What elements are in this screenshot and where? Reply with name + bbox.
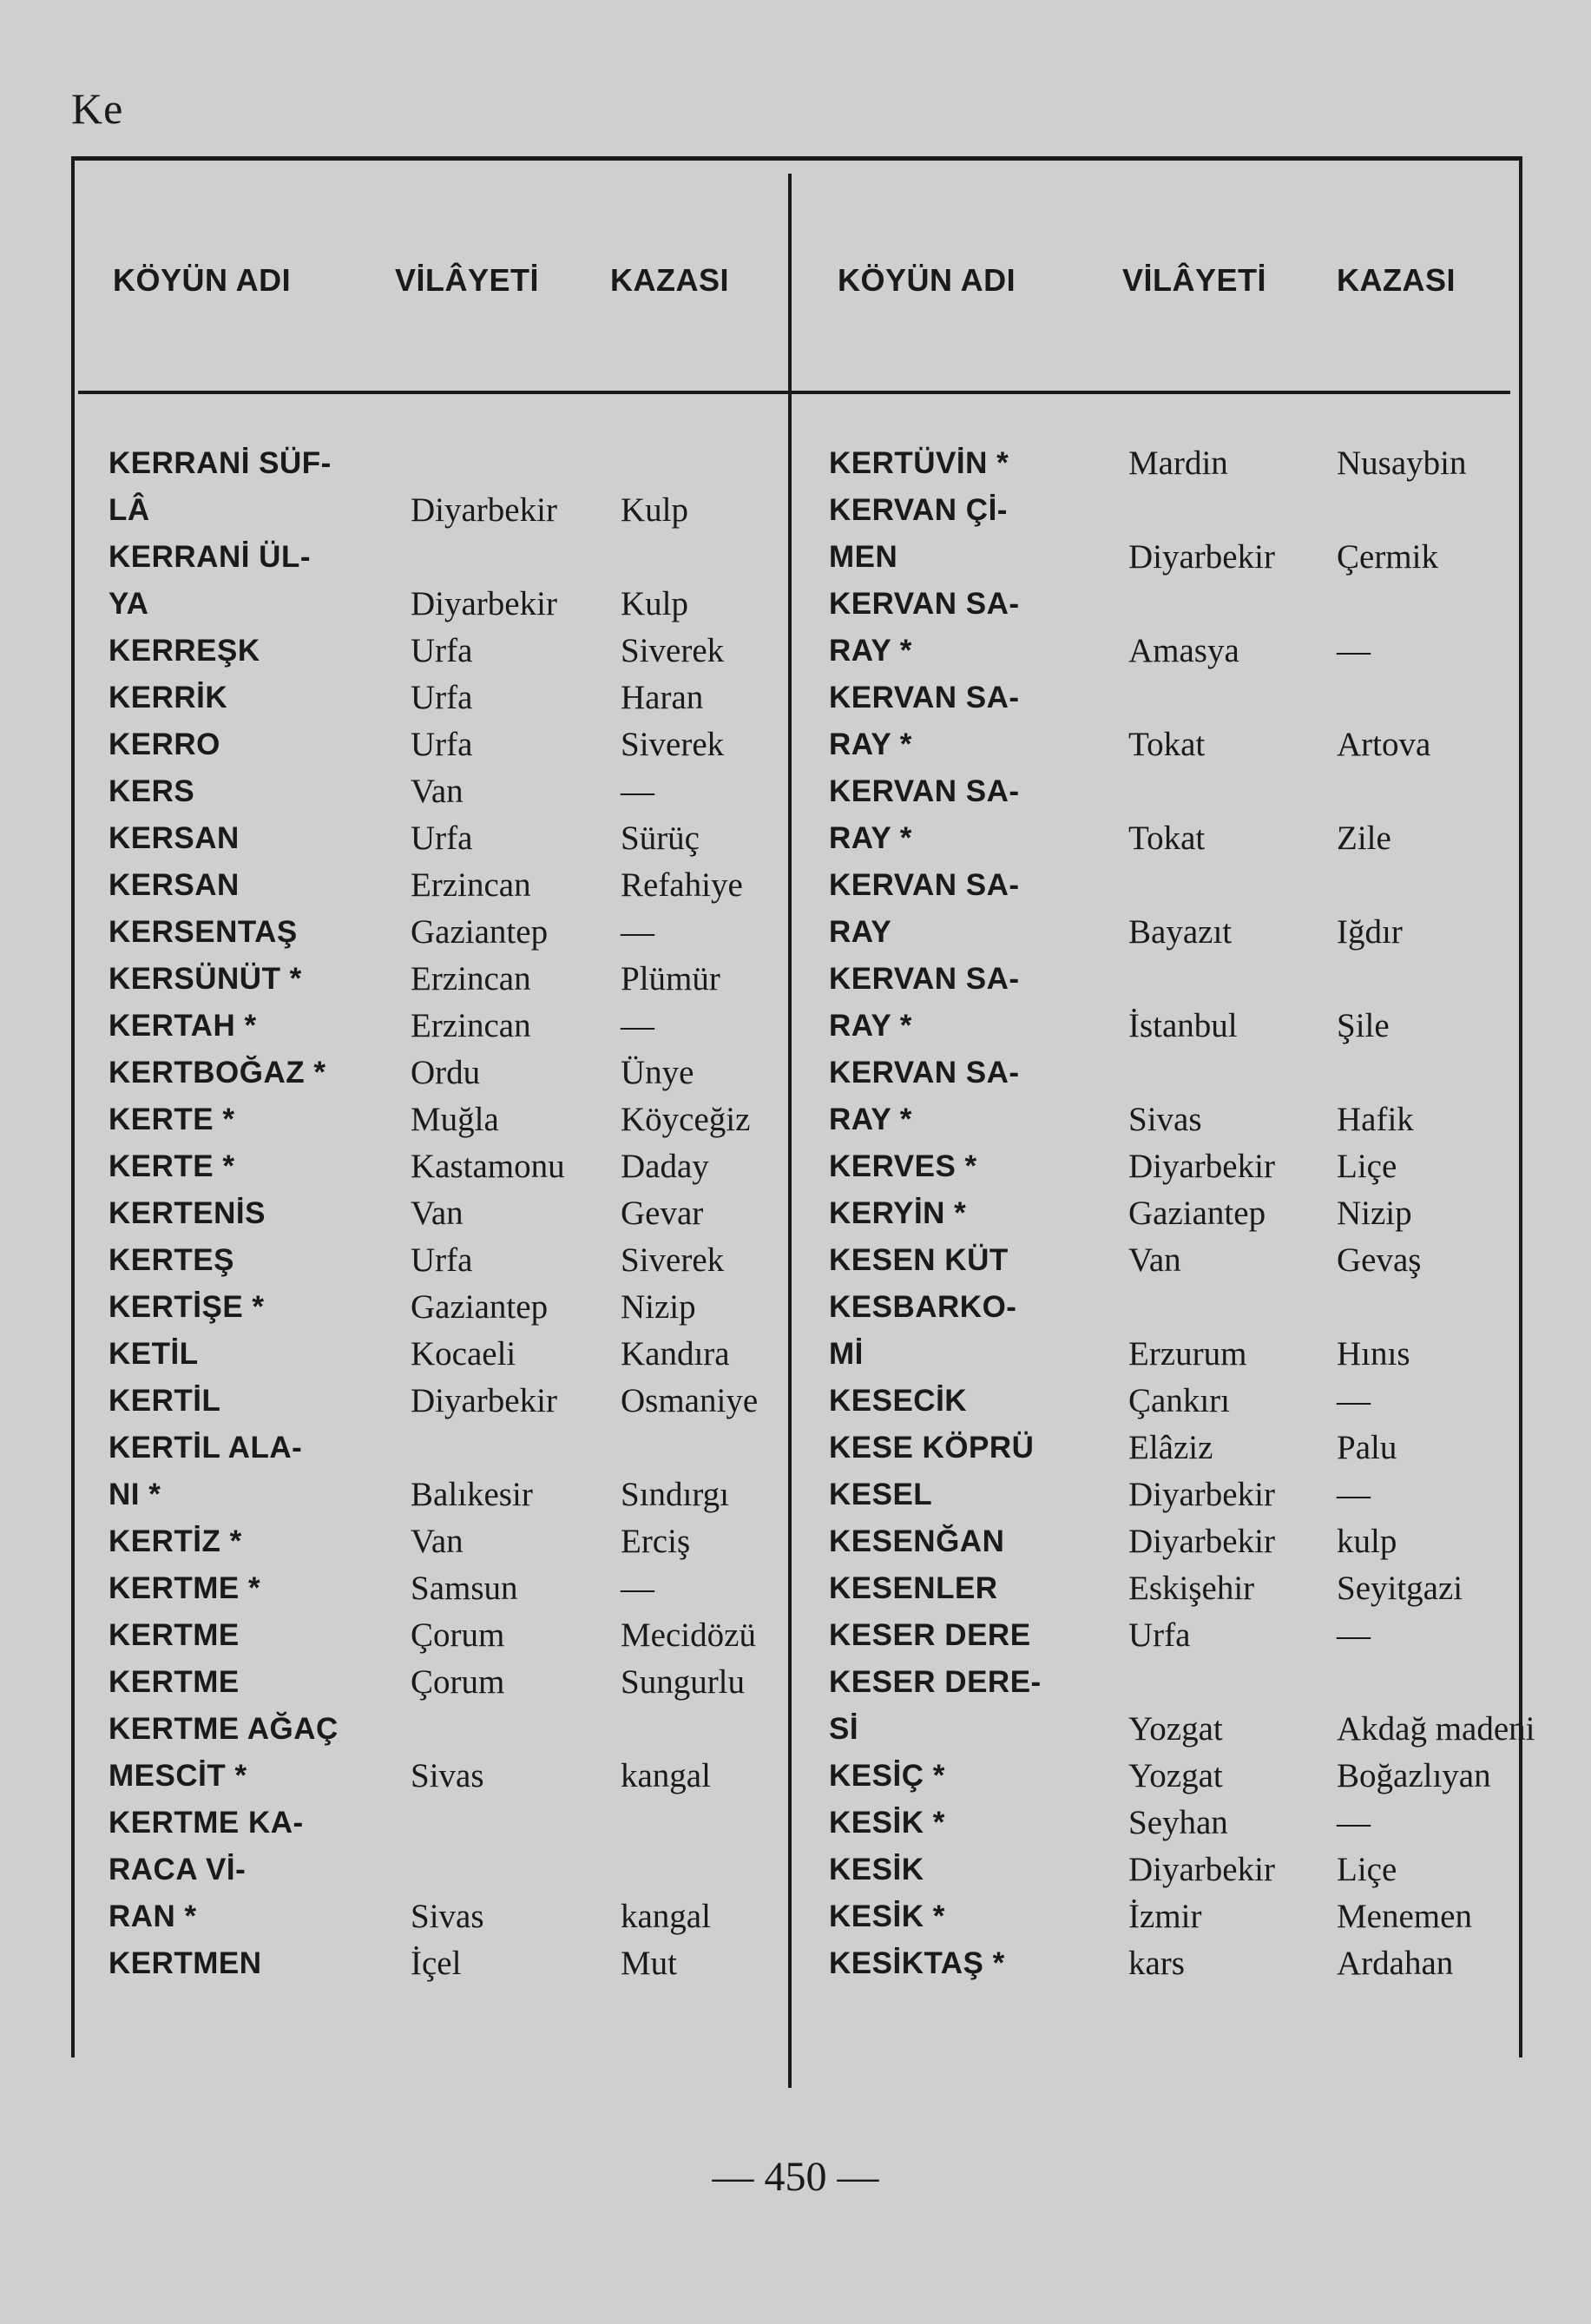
kaza-cell: Liçe (1337, 1148, 1397, 1185)
kaza-cell: Seyitgazi (1337, 1570, 1463, 1607)
page-heading: Ke (71, 84, 124, 133)
kaza-cell: Siverek (621, 632, 725, 669)
village-name (829, 1237, 1128, 1284)
left-column (108, 440, 829, 1987)
village-name (829, 1050, 1128, 1143)
village-entry (829, 956, 1515, 1050)
kaza-cell: Nizip (1337, 1195, 1412, 1232)
village-name (829, 1565, 1128, 1612)
header-kaza-left: KAZASI (610, 262, 729, 298)
village-name-line: KERVAN SA- (829, 587, 1020, 621)
kaza-cell: — (1337, 632, 1371, 669)
kaza-cell: Şile (1337, 1007, 1390, 1044)
kaza-cell: — (1337, 1476, 1371, 1513)
village-name-line: KESİK (829, 1853, 924, 1886)
village-name (829, 1471, 1128, 1518)
village-name (108, 1284, 411, 1331)
village-entry (829, 768, 1515, 862)
vilayet-cell: Amasya (1128, 632, 1239, 669)
village-name-line: KERTENİS (108, 1196, 266, 1230)
village-name-line: KERRO (108, 727, 220, 761)
village-entry (108, 956, 829, 1003)
vilayet-cell: Diyarbekir (411, 585, 557, 622)
village-name (829, 1518, 1128, 1565)
vilayet-cell: Diyarbekir (1128, 1148, 1275, 1185)
kaza-cell: Sürüç (621, 820, 700, 857)
vilayet-cell: Samsun (411, 1570, 518, 1607)
village-name-line: KERRANİ SÜF- (108, 446, 332, 480)
header-rule (78, 391, 1510, 394)
village-entry (829, 487, 1515, 581)
vilayet-cell: Sivas (411, 1898, 484, 1935)
village-name-line: MEN (829, 540, 898, 574)
village-name (108, 815, 411, 862)
village-entry (108, 1237, 829, 1284)
vilayet-cell: Erzincan (411, 1007, 531, 1044)
village-name-line: KERSAN (108, 821, 240, 855)
village-entry (108, 1378, 829, 1425)
village-name-line: RAY (829, 915, 892, 949)
village-name-line: KESENLER (829, 1571, 998, 1605)
header-vilayet-left: VİLÂYETİ (395, 262, 540, 298)
village-name-line: KERTÜVİN * (829, 446, 1009, 480)
vilayet-cell: Diyarbekir (1128, 1476, 1275, 1513)
village-name-line: KERSÜNÜT * (108, 962, 302, 996)
village-name-line: KESİÇ * (829, 1759, 945, 1793)
village-name (108, 1143, 411, 1190)
kaza-cell: Nusaybin (1337, 444, 1467, 482)
village-name-line: KESENĞAN (829, 1524, 1005, 1558)
village-name-line: KERTME KA- (108, 1806, 304, 1840)
village-entry (829, 1612, 1515, 1659)
village-name (108, 534, 411, 628)
village-name (829, 581, 1128, 675)
village-entry (829, 1847, 1515, 1893)
village-name (108, 1565, 411, 1612)
vilayet-cell: Gaziantep (1128, 1195, 1266, 1232)
village-name-line: KERVES * (829, 1149, 977, 1183)
village-name (829, 1940, 1128, 1987)
vilayet-cell: Eskişehir (1128, 1570, 1255, 1607)
village-name-line: KERYİN * (829, 1196, 967, 1230)
village-name-line: NI * (108, 1478, 161, 1511)
village-name (829, 1190, 1128, 1237)
village-name (829, 675, 1128, 768)
village-name-line: KESİK * (829, 1806, 945, 1840)
village-name-line: RACA Vİ- (108, 1853, 247, 1886)
kaza-cell: Kulp (621, 585, 688, 622)
village-name-line: KERTİL ALA- (108, 1431, 303, 1465)
village-entry (108, 862, 829, 909)
vilayet-cell: Kocaeli (411, 1335, 516, 1373)
kaza-cell: Menemen (1337, 1898, 1472, 1935)
village-name-line: RAY * (829, 727, 912, 761)
village-name-line: KERTİZ * (108, 1524, 242, 1558)
village-name (108, 1096, 411, 1143)
kaza-cell: — (621, 913, 654, 951)
kaza-cell: Gevaş (1337, 1241, 1422, 1279)
village-name (108, 1612, 411, 1659)
village-entry (829, 862, 1515, 956)
vilayet-cell: Sivas (1128, 1101, 1202, 1138)
vilayet-cell: Van (411, 1523, 463, 1560)
kaza-cell: Kulp (621, 491, 688, 529)
header-koy-right: KÖYÜN ADI (838, 262, 1016, 298)
village-name (108, 1050, 411, 1096)
village-name (108, 1237, 411, 1284)
village-entry (829, 1800, 1515, 1847)
village-name (108, 440, 411, 534)
village-name-line: RAN * (108, 1899, 197, 1933)
village-name (108, 1190, 411, 1237)
village-name (829, 1143, 1128, 1190)
village-entry (829, 1893, 1515, 1940)
village-name-line: KESBARKO- (829, 1290, 1017, 1324)
village-name-line: Mİ (829, 1337, 864, 1371)
village-entry (108, 1331, 829, 1378)
village-entry (829, 1659, 1535, 1753)
vilayet-cell: Balıkesir (411, 1476, 533, 1513)
kaza-cell: Hınıs (1337, 1335, 1410, 1373)
vilayet-cell: Erzincan (411, 866, 531, 904)
right-column (829, 440, 1535, 1987)
village-name-line: KERTAH * (108, 1009, 257, 1043)
kaza-cell: Akdağ madeni (1337, 1710, 1535, 1748)
village-entry (108, 1612, 829, 1659)
vilayet-cell: Diyarbekir (1128, 1851, 1275, 1888)
village-name (829, 956, 1128, 1050)
village-name (829, 1847, 1128, 1893)
village-entry (108, 1706, 829, 1800)
village-name-line: KESE KÖPRÜ (829, 1431, 1035, 1465)
kaza-cell: — (1337, 1616, 1371, 1654)
kaza-cell: Sındırgı (621, 1476, 729, 1513)
vilayet-cell: Bayazıt (1128, 913, 1233, 951)
kaza-cell: — (1337, 1382, 1371, 1419)
village-entry (108, 1425, 829, 1518)
kaza-cell: Ünye (621, 1054, 694, 1091)
village-entry (829, 1940, 1515, 1987)
village-name-line: KERTİL (108, 1384, 221, 1418)
village-entry (829, 1565, 1515, 1612)
village-name-line: MESCİT * (108, 1759, 247, 1793)
village-entry (829, 1378, 1515, 1425)
vilayet-cell: Yozgat (1128, 1710, 1223, 1748)
village-name-line: KERVAN SA- (829, 962, 1020, 996)
village-name (108, 1331, 411, 1378)
village-entry (108, 440, 829, 534)
vilayet-cell: Diyarbekir (1128, 538, 1275, 576)
vilayet-cell: Van (411, 1195, 463, 1232)
village-entry (829, 675, 1515, 768)
kaza-cell: Zile (1337, 820, 1391, 857)
village-name-line: KERRİK (108, 681, 228, 714)
village-name-line: RAY * (829, 1103, 912, 1136)
vilayet-cell: Tokat (1128, 820, 1206, 857)
vilayet-cell: Urfa (411, 1241, 473, 1279)
village-name-line: KESİKTAŞ * (829, 1946, 1005, 1980)
vilayet-cell: İçel (411, 1945, 462, 1982)
page-number: — 450 — (712, 2154, 879, 2200)
village-entry (829, 1237, 1515, 1284)
header-vilayet-right: VİLÂYETİ (1122, 262, 1267, 298)
kaza-cell: Siverek (621, 1241, 725, 1279)
village-entry (108, 1565, 829, 1612)
village-entry (108, 1518, 829, 1565)
village-name (108, 956, 411, 1003)
village-entry (108, 1190, 829, 1237)
vilayet-cell: İzmir (1128, 1898, 1202, 1935)
vilayet-cell: Seyhan (1128, 1804, 1228, 1841)
village-entry (108, 909, 829, 956)
village-entry (829, 1471, 1515, 1518)
village-entry (108, 1050, 829, 1096)
village-entry (108, 1143, 829, 1190)
vilayet-cell: Sivas (411, 1757, 484, 1794)
vilayet-cell: Erzincan (411, 960, 531, 997)
village-name-line: KERS (108, 774, 195, 808)
village-entry (829, 1284, 1515, 1378)
village-entry (108, 1003, 829, 1050)
village-entry (108, 675, 829, 721)
vilayet-cell: İstanbul (1128, 1007, 1238, 1044)
village-name (108, 1003, 411, 1050)
village-name-line: KESEL (829, 1478, 933, 1511)
kaza-cell: Haran (621, 679, 704, 716)
header-kaza-right: KAZASI (1337, 262, 1456, 298)
village-name-line: KERTBOĞAZ * (108, 1056, 326, 1090)
village-entry (829, 1050, 1515, 1143)
kaza-cell: Kandıra (621, 1335, 730, 1373)
vilayet-cell: Urfa (411, 632, 473, 669)
village-name-line: KERVAN SA- (829, 868, 1020, 902)
kaza-cell: Mut (621, 1945, 678, 1982)
village-name (829, 1800, 1128, 1847)
village-name-line: KESER DERE (829, 1618, 1031, 1652)
village-entry (829, 1143, 1515, 1190)
kaza-cell: Iğdır (1337, 913, 1403, 951)
vilayet-cell: Tokat (1128, 726, 1206, 763)
vilayet-cell: Gaziantep (411, 913, 549, 951)
vilayet-cell: kars (1128, 1945, 1185, 1982)
kaza-cell: Ardahan (1337, 1945, 1454, 1982)
village-entry (108, 628, 829, 675)
village-name-line: KESECİK (829, 1384, 968, 1418)
kaza-cell: Çermik (1337, 538, 1438, 576)
village-name-line: KERREŞK (108, 634, 260, 668)
village-name (108, 862, 411, 909)
kaza-cell: — (621, 1570, 654, 1607)
vilayet-cell: Urfa (1128, 1616, 1191, 1654)
vilayet-cell: Gaziantep (411, 1288, 549, 1326)
village-name-line: KERTME * (108, 1571, 261, 1605)
kaza-cell: kangal (621, 1757, 711, 1794)
kaza-cell: Daday (621, 1148, 709, 1185)
kaza-cell: Palu (1337, 1429, 1397, 1466)
village-entry (108, 1940, 829, 1987)
village-name-line: RAY * (829, 634, 912, 668)
village-name-line: KESİK * (829, 1899, 945, 1933)
vilayet-cell: Ordu (411, 1054, 481, 1091)
village-name-line: KERTME AĞAÇ (108, 1712, 339, 1746)
kaza-cell: Sungurlu (621, 1663, 746, 1701)
village-name-line: KERTMEN (108, 1946, 262, 1980)
village-name (829, 1425, 1128, 1471)
village-name (108, 1659, 411, 1706)
kaza-cell: — (621, 773, 654, 810)
village-name (108, 1940, 411, 1987)
vilayet-cell: Çorum (411, 1616, 505, 1654)
vilayet-cell: Çankırı (1128, 1382, 1230, 1419)
village-entry (108, 1800, 829, 1940)
village-name (829, 1893, 1128, 1940)
village-name-line: KERTE * (108, 1103, 235, 1136)
kaza-cell: Mecidözü (621, 1616, 756, 1654)
kaza-cell: Liçe (1337, 1851, 1397, 1888)
kaza-cell: Artova (1337, 726, 1431, 763)
village-name-line: KERTE * (108, 1149, 235, 1183)
village-name-line: RAY * (829, 1009, 912, 1043)
village-entry (108, 1096, 829, 1143)
village-name (829, 1378, 1128, 1425)
vilayet-cell: Diyarbekir (411, 491, 557, 529)
village-name (108, 1378, 411, 1425)
kaza-cell: Osmaniye (621, 1382, 759, 1419)
village-entry (108, 534, 829, 628)
vilayet-cell: Mardin (1128, 444, 1228, 482)
vilayet-cell: Diyarbekir (1128, 1523, 1275, 1560)
village-name-line: Sİ (829, 1712, 859, 1746)
vilayet-cell: Urfa (411, 679, 473, 716)
village-name (829, 768, 1128, 862)
village-name (829, 487, 1128, 581)
vilayet-cell: Urfa (411, 820, 473, 857)
village-name (108, 1706, 411, 1800)
village-name (108, 1518, 411, 1565)
village-name-line: KERSAN (108, 868, 240, 902)
village-entry (829, 440, 1515, 487)
village-name (108, 1425, 411, 1518)
village-name (108, 628, 411, 675)
village-name-line: KESER DERE- (829, 1665, 1042, 1699)
kaza-cell: — (1337, 1804, 1371, 1841)
village-name-line: YA (108, 587, 149, 621)
vilayet-cell: Van (411, 773, 463, 810)
village-entry (108, 1284, 829, 1331)
village-name-line: KERTME (108, 1665, 240, 1699)
kaza-cell: Boğazlıyan (1337, 1757, 1491, 1794)
village-entry (108, 815, 829, 862)
kaza-cell: Nizip (621, 1288, 696, 1326)
village-name (829, 440, 1128, 487)
kaza-cell: Gevar (621, 1195, 704, 1232)
village-entry (108, 768, 829, 815)
vilayet-cell: Yozgat (1128, 1757, 1223, 1794)
village-name-line: RAY * (829, 821, 912, 855)
village-name (108, 1800, 411, 1940)
village-name-line: KERVAN SA- (829, 1056, 1020, 1090)
vilayet-cell: Kastamonu (411, 1148, 565, 1185)
kaza-cell: Köyceğiz (621, 1101, 751, 1138)
village-entry (829, 1425, 1515, 1471)
kaza-cell: Plümür (621, 960, 720, 997)
village-name (108, 768, 411, 815)
village-name (829, 862, 1128, 956)
village-name-line: KERSENTAŞ (108, 915, 298, 949)
village-name-line: KERTEŞ (108, 1243, 234, 1277)
village-name (108, 721, 411, 768)
header-koy-left: KÖYÜN ADI (113, 262, 292, 298)
village-name-line: KERVAN SA- (829, 681, 1020, 714)
vilayet-cell: Erzurum (1128, 1335, 1247, 1373)
kaza-cell: Refahiye (621, 866, 743, 904)
village-entry (108, 1659, 829, 1706)
vilayet-cell: Çorum (411, 1663, 505, 1701)
village-name-line: KERTİŞE * (108, 1290, 265, 1324)
vilayet-cell: Elâziz (1128, 1429, 1213, 1466)
village-name-line: KERVAN Çİ- (829, 493, 1008, 527)
village-name (829, 1612, 1128, 1659)
kaza-cell: Siverek (621, 726, 725, 763)
village-name (108, 675, 411, 721)
vilayet-cell: Urfa (411, 726, 473, 763)
village-name (829, 1659, 1128, 1753)
kaza-cell: kulp (1337, 1523, 1397, 1560)
village-name (108, 909, 411, 956)
village-entry (829, 581, 1515, 675)
village-name (829, 1753, 1128, 1800)
village-name-line: KETİL (108, 1337, 199, 1371)
village-name-line: KERRANİ ÜL- (108, 540, 311, 574)
vilayet-cell: Muğla (411, 1101, 499, 1138)
village-name (829, 1284, 1128, 1378)
village-name-line: KERVAN SA- (829, 774, 1020, 808)
village-name-line: LÂ (108, 493, 150, 527)
village-name-line: KESEN KÜT (829, 1243, 1009, 1277)
village-entry (829, 1518, 1515, 1565)
kaza-cell: kangal (621, 1898, 711, 1935)
vilayet-cell: Van (1128, 1241, 1181, 1279)
village-entry (829, 1190, 1515, 1237)
kaza-cell: Hafik (1337, 1101, 1414, 1138)
kaza-cell: — (621, 1007, 654, 1044)
village-name-line: KERTME (108, 1618, 240, 1652)
village-entry (829, 1753, 1515, 1800)
vilayet-cell: Diyarbekir (411, 1382, 557, 1419)
village-entry (108, 721, 829, 768)
kaza-cell: Erciş (621, 1523, 691, 1560)
